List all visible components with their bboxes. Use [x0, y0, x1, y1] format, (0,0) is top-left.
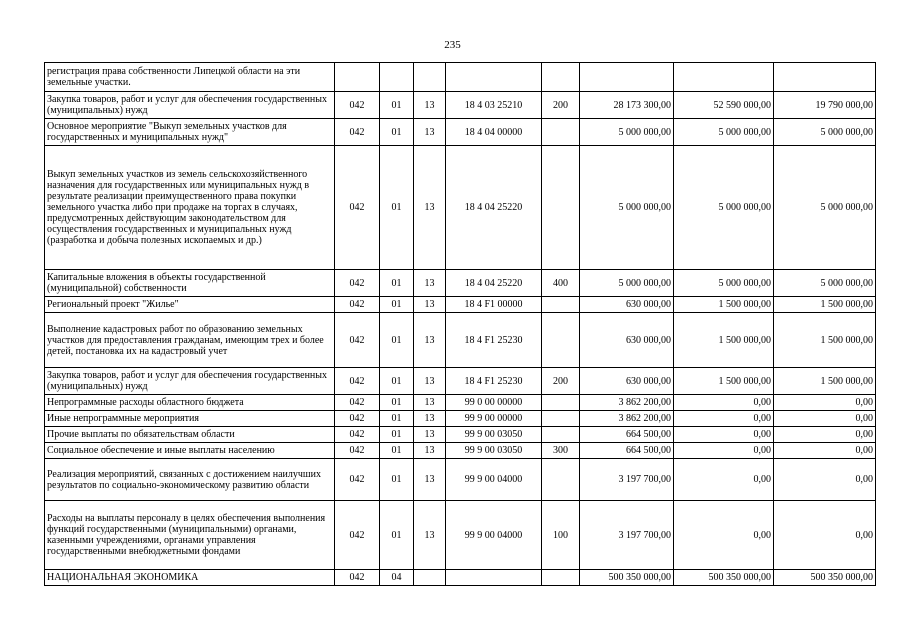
row-sum-year3: 0,00: [774, 411, 876, 427]
table-row: [45, 313, 876, 368]
row-sum-year2: 0,00: [674, 501, 774, 570]
row-name: Прочие выплаты по обязательствам области: [45, 427, 335, 443]
row-sum-year2: 5 000 000,00: [674, 146, 774, 270]
row-target-article: 99 0 00 00000: [446, 395, 542, 411]
row-expense-type: [542, 395, 580, 411]
row-sum-year1: 5 000 000,00: [580, 119, 674, 146]
row-sum-year1: 664 500,00: [580, 443, 674, 459]
row-subsection-code: 13: [414, 459, 446, 501]
row-target-article: [446, 570, 542, 586]
row-gr-code: 042: [335, 368, 380, 395]
row-target-article: 18 4 04 25220: [446, 146, 542, 270]
table-row: [45, 63, 876, 92]
row-expense-type: 200: [542, 92, 580, 119]
row-gr-code: 042: [335, 119, 380, 146]
row-expense-type: 200: [542, 368, 580, 395]
row-gr-code: 042: [335, 501, 380, 570]
row-name: Капитальные вложения в объекты государственной (муниципальной) собственности: [45, 270, 335, 297]
row-gr-code: 042: [335, 570, 380, 586]
row-gr-code: 042: [335, 459, 380, 501]
row-section-code: 01: [380, 443, 414, 459]
row-gr-code: 042: [335, 427, 380, 443]
row-sum-year2: 500 350 000,00: [674, 570, 774, 586]
row-target-article: 18 4 03 25210: [446, 92, 542, 119]
row-target-article: 18 4 04 00000: [446, 119, 542, 146]
row-section-code: 01: [380, 270, 414, 297]
row-sum-year2: 0,00: [674, 427, 774, 443]
row-sum-year3: 500 350 000,00: [774, 570, 876, 586]
row-sum-year2: 0,00: [674, 395, 774, 411]
row-subsection-code: 13: [414, 92, 446, 119]
row-name: Выкуп земельных участков из земель сельскохозяйственного назначения для государственных или муниципальных нужд в результате реализации преимущественного права покупки земельного участка либо при продаже на торгах в случаях, предусмотренных действующим законодательством для осуществления государственных и муниципальных нужд (разработка и добыча полезных ископаемых и др.): [45, 146, 335, 270]
row-section-code: 01: [380, 313, 414, 368]
row-sum-year1: 630 000,00: [580, 313, 674, 368]
row-section-code: 01: [380, 501, 414, 570]
row-subsection-code: 13: [414, 313, 446, 368]
row-sum-year1: 500 350 000,00: [580, 570, 674, 586]
table-row: [45, 368, 876, 395]
row-sum-year1: [580, 63, 674, 92]
row-expense-type: [542, 570, 580, 586]
row-name: Расходы на выплаты персоналу в целях обеспечения выполнения функций государственными (муниципальными) органами, казенными учреждениями, органами управления государственными внебюджетными фондами: [45, 501, 335, 570]
row-name: Иные непрограммные мероприятия: [45, 411, 335, 427]
table-row: [45, 443, 876, 459]
row-name: Основное мероприятие "Выкуп земельных участков для государственных и муниципальных нужд": [45, 119, 335, 146]
row-section-code: 01: [380, 459, 414, 501]
row-sum-year1: 3 197 700,00: [580, 501, 674, 570]
row-target-article: 99 9 00 00000: [446, 411, 542, 427]
row-sum-year3: 5 000 000,00: [774, 119, 876, 146]
row-sum-year3: 1 500 000,00: [774, 297, 876, 313]
row-sum-year2: 5 000 000,00: [674, 270, 774, 297]
row-sum-year2: 5 000 000,00: [674, 119, 774, 146]
row-target-article: 18 4 F1 00000: [446, 297, 542, 313]
row-sum-year2: 0,00: [674, 443, 774, 459]
row-expense-type: 300: [542, 443, 580, 459]
row-gr-code: 042: [335, 92, 380, 119]
row-sum-year1: 630 000,00: [580, 368, 674, 395]
row-subsection-code: 13: [414, 443, 446, 459]
row-expense-type: [542, 411, 580, 427]
row-sum-year3: 0,00: [774, 501, 876, 570]
row-subsection-code: 13: [414, 427, 446, 443]
row-gr-code: 042: [335, 146, 380, 270]
row-sum-year1: 3 862 200,00: [580, 411, 674, 427]
row-target-article: 99 9 00 04000: [446, 501, 542, 570]
row-gr-code: 042: [335, 313, 380, 368]
row-name: Непрограммные расходы областного бюджета: [45, 395, 335, 411]
row-gr-code: 042: [335, 443, 380, 459]
row-sum-year1: 5 000 000,00: [580, 270, 674, 297]
row-name: Закупка товаров, работ и услуг для обеспечения государственных (муниципальных) нужд: [45, 92, 335, 119]
row-name: Закупка товаров, работ и услуг для обеспечения государственных (муниципальных) нужд: [45, 368, 335, 395]
row-expense-type: 400: [542, 270, 580, 297]
row-target-article: 18 4 04 25220: [446, 270, 542, 297]
row-subsection-code: 13: [414, 146, 446, 270]
row-name: Реализация мероприятий, связанных с достижением наилучших результатов по социально-экономическому развитию области: [45, 459, 335, 501]
row-sum-year1: 3 197 700,00: [580, 459, 674, 501]
row-section-code: [380, 63, 414, 92]
row-gr-code: 042: [335, 411, 380, 427]
row-section-code: 01: [380, 297, 414, 313]
table-row: [45, 427, 876, 443]
row-sum-year2: 1 500 000,00: [674, 313, 774, 368]
row-sum-year3: 0,00: [774, 395, 876, 411]
page-number: 235: [444, 39, 461, 51]
row-subsection-code: 13: [414, 501, 446, 570]
row-gr-code: 042: [335, 297, 380, 313]
row-section-code: 01: [380, 368, 414, 395]
row-sum-year3: 5 000 000,00: [774, 270, 876, 297]
row-target-article: 99 9 00 03050: [446, 427, 542, 443]
row-sum-year2: [674, 63, 774, 92]
row-sum-year1: 28 173 300,00: [580, 92, 674, 119]
row-sum-year1: 630 000,00: [580, 297, 674, 313]
row-sum-year3: [774, 63, 876, 92]
row-subsection-code: 13: [414, 119, 446, 146]
row-expense-type: [542, 63, 580, 92]
table-body: [45, 63, 876, 586]
table-row: [45, 270, 876, 297]
table-row: [45, 119, 876, 146]
row-sum-year3: 0,00: [774, 443, 876, 459]
row-sum-year1: 664 500,00: [580, 427, 674, 443]
row-section-code: 01: [380, 92, 414, 119]
row-sum-year3: 1 500 000,00: [774, 313, 876, 368]
row-subsection-code: 13: [414, 270, 446, 297]
row-name: Выполнение кадастровых работ по образованию земельных участков для предоставления гражданам, имеющим трех и более детей, постановка их на кадастровый учет: [45, 313, 335, 368]
row-sum-year2: 1 500 000,00: [674, 297, 774, 313]
row-target-article: [446, 63, 542, 92]
row-expense-type: [542, 313, 580, 368]
table-row: [45, 501, 876, 570]
row-sum-year2: 1 500 000,00: [674, 368, 774, 395]
row-section-code: 01: [380, 395, 414, 411]
table-row: [45, 570, 876, 586]
row-gr-code: 042: [335, 270, 380, 297]
row-gr-code: [335, 63, 380, 92]
row-section-code: 01: [380, 411, 414, 427]
row-target-article: 18 4 F1 25230: [446, 368, 542, 395]
row-gr-code: 042: [335, 395, 380, 411]
row-subsection-code: 13: [414, 411, 446, 427]
row-sum-year3: 5 000 000,00: [774, 146, 876, 270]
row-subsection-code: [414, 63, 446, 92]
row-sum-year1: 3 862 200,00: [580, 395, 674, 411]
budget-table: [44, 62, 876, 586]
row-section-code: 01: [380, 119, 414, 146]
row-section-code: 01: [380, 146, 414, 270]
table-row: [45, 459, 876, 501]
row-name: НАЦИОНАЛЬНАЯ ЭКОНОМИКА: [45, 570, 335, 586]
row-subsection-code: 13: [414, 368, 446, 395]
row-expense-type: [542, 297, 580, 313]
row-sum-year3: 1 500 000,00: [774, 368, 876, 395]
row-sum-year3: 0,00: [774, 427, 876, 443]
row-name: регистрация права собственности Липецкой области на эти земельные участки.: [45, 63, 335, 92]
table-row: [45, 411, 876, 427]
row-sum-year3: 19 790 000,00: [774, 92, 876, 119]
row-section-code: 04: [380, 570, 414, 586]
row-name: Социальное обеспечение и иные выплаты населению: [45, 443, 335, 459]
table-row: [45, 297, 876, 313]
row-section-code: 01: [380, 427, 414, 443]
row-expense-type: [542, 146, 580, 270]
row-sum-year3: 0,00: [774, 459, 876, 501]
row-expense-type: [542, 427, 580, 443]
row-target-article: 18 4 F1 25230: [446, 313, 542, 368]
row-subsection-code: [414, 570, 446, 586]
row-name: Региональный проект "Жилье": [45, 297, 335, 313]
table-row: [45, 146, 876, 270]
row-sum-year1: 5 000 000,00: [580, 146, 674, 270]
row-target-article: 99 9 00 03050: [446, 443, 542, 459]
row-target-article: 99 9 00 04000: [446, 459, 542, 501]
row-sum-year2: 52 590 000,00: [674, 92, 774, 119]
row-sum-year2: 0,00: [674, 411, 774, 427]
row-subsection-code: 13: [414, 297, 446, 313]
row-expense-type: [542, 119, 580, 146]
row-expense-type: [542, 459, 580, 501]
row-sum-year2: 0,00: [674, 459, 774, 501]
table-row: [45, 92, 876, 119]
row-subsection-code: 13: [414, 395, 446, 411]
table-row: [45, 395, 876, 411]
row-expense-type: 100: [542, 501, 580, 570]
